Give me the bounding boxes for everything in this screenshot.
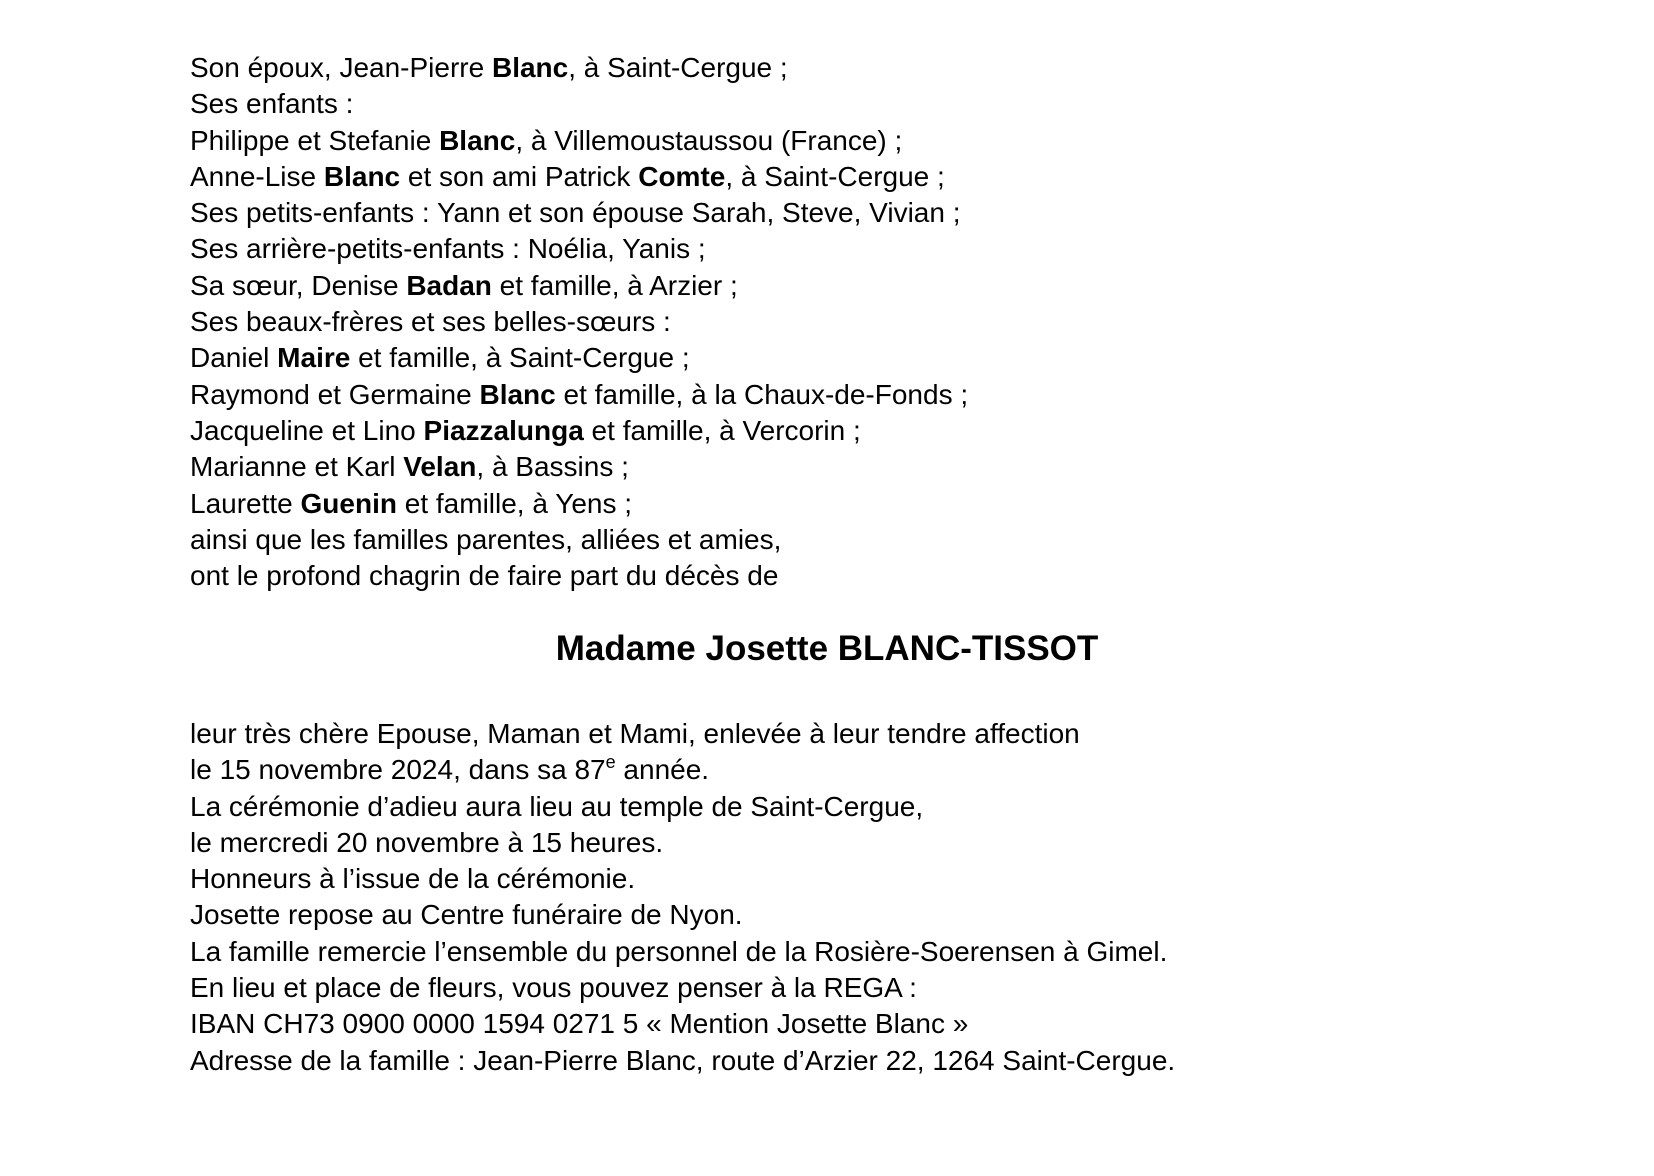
text-line [190, 1043, 1175, 1079]
text-segment: Laurette [190, 487, 301, 519]
text-line [190, 449, 968, 485]
text-line [190, 861, 1175, 897]
text-segment: Sa sœur, Denise [190, 269, 407, 301]
text-segment: Jacqueline et Lino [190, 414, 424, 446]
text-line [190, 825, 1175, 861]
surname-bold: Piazzalunga [423, 414, 584, 446]
relatives-paragraph [190, 50, 968, 594]
text-segment: Josette repose au Centre funéraire de Nyon. [190, 899, 743, 931]
deceased-name-title: Madame Josette BLANC-TISSOT [555, 629, 1099, 668]
text-line [190, 1006, 1175, 1042]
text-segment: et son ami Patrick [400, 160, 639, 192]
text-segment: Ses petits-enfants : Yann et son épouse Sarah, Steve, Vivian ; [190, 197, 961, 229]
funeral-details-paragraph [190, 716, 1175, 1079]
surname-bold: Blanc [323, 160, 401, 192]
text-segment: Anne-Lise [190, 160, 324, 192]
text-segment: année. [615, 754, 710, 786]
text-segment: et famille, à Vercorin ; [583, 414, 861, 446]
text-segment: Ses arrière-petits-enfants : Noélia, Yanis ; [190, 233, 706, 265]
text-segment: Adresse de la famille : Jean-Pierre Blanc, route d’Arzier 22, 1264 Saint-Cergue. [190, 1044, 1176, 1076]
text-segment: et famille, à la Chaux-de-Fonds ; [555, 378, 969, 410]
surname-bold: Badan [406, 269, 492, 301]
text-line [190, 340, 968, 376]
text-segment: et famille, à Arzier ; [491, 269, 738, 301]
text-line [190, 752, 1175, 788]
text-segment: et famille, à Yens ; [396, 487, 633, 519]
text-segment: Philippe et Stefanie [190, 124, 440, 156]
text-segment: leur très chère Epouse, Maman et Mami, enlevée à leur tendre affection [190, 718, 1080, 749]
ordinal-superscript: e [605, 752, 616, 773]
text-segment: Honneurs à l’issue de la cérémonie. [190, 863, 636, 895]
text-line [190, 377, 968, 413]
text-line [190, 970, 1175, 1006]
text-segment: , à Bassins ; [476, 451, 629, 483]
text-line [190, 897, 1175, 933]
surname-bold: Blanc [439, 124, 516, 156]
text-segment: Raymond et Germaine [190, 378, 480, 410]
text-segment: La famille remercie l’ensemble du personnel de la Rosière-Soerensen à Gimel. [190, 935, 1168, 967]
text-segment: IBAN CH73 0900 0000 1594 0271 5 « Mention Josette Blanc » [190, 1008, 969, 1040]
text-line [190, 789, 1175, 825]
text-line [190, 159, 968, 195]
text-line [190, 716, 1175, 752]
text-line [190, 268, 968, 304]
text-segment: En lieu et place de fleurs, vous pouvez penser à la REGA : [190, 972, 917, 1004]
text-line [190, 304, 968, 340]
text-line [190, 934, 1175, 970]
text-line [190, 486, 968, 522]
text-segment: ainsi que les familles parentes, alliées et amies, [190, 523, 782, 555]
text-segment: Ses enfants : [190, 88, 354, 120]
text-line [190, 86, 968, 122]
text-segment: , à Saint-Cergue ; [568, 52, 788, 83]
text-line [190, 558, 968, 594]
text-segment: Son époux, Jean-Pierre [190, 52, 492, 83]
text-segment: Ses beaux-frères et ses belles-sœurs : [190, 306, 671, 338]
text-line [190, 413, 968, 449]
surname-bold: Maire [277, 342, 351, 374]
text-line [190, 231, 968, 267]
surname-bold: Comte [638, 160, 726, 192]
text-segment: le mercredi 20 novembre à 15 heures. [190, 826, 664, 858]
text-segment: Marianne et Karl [190, 451, 404, 483]
surname-bold: Blanc [479, 378, 556, 410]
text-line [190, 50, 968, 86]
text-line [190, 195, 968, 231]
text-segment: ont le profond chagrin de faire part du décès de [190, 560, 779, 592]
text-segment: et famille, à Saint-Cergue ; [350, 342, 690, 374]
text-segment: , à Saint-Cergue ; [725, 160, 945, 192]
surname-bold: Guenin [300, 487, 397, 519]
text-segment: le 15 novembre 2024, dans sa 87 [190, 754, 606, 786]
text-segment: Daniel [190, 342, 278, 374]
text-segment: La cérémonie d’adieu aura lieu au temple de Saint-Cergue, [190, 790, 924, 822]
surname-bold: Blanc [491, 52, 569, 83]
surname-bold: Velan [403, 451, 477, 483]
text-line [190, 123, 968, 159]
text-segment: , à Villemoustaussou (France) ; [515, 124, 903, 156]
text-line [190, 522, 968, 558]
